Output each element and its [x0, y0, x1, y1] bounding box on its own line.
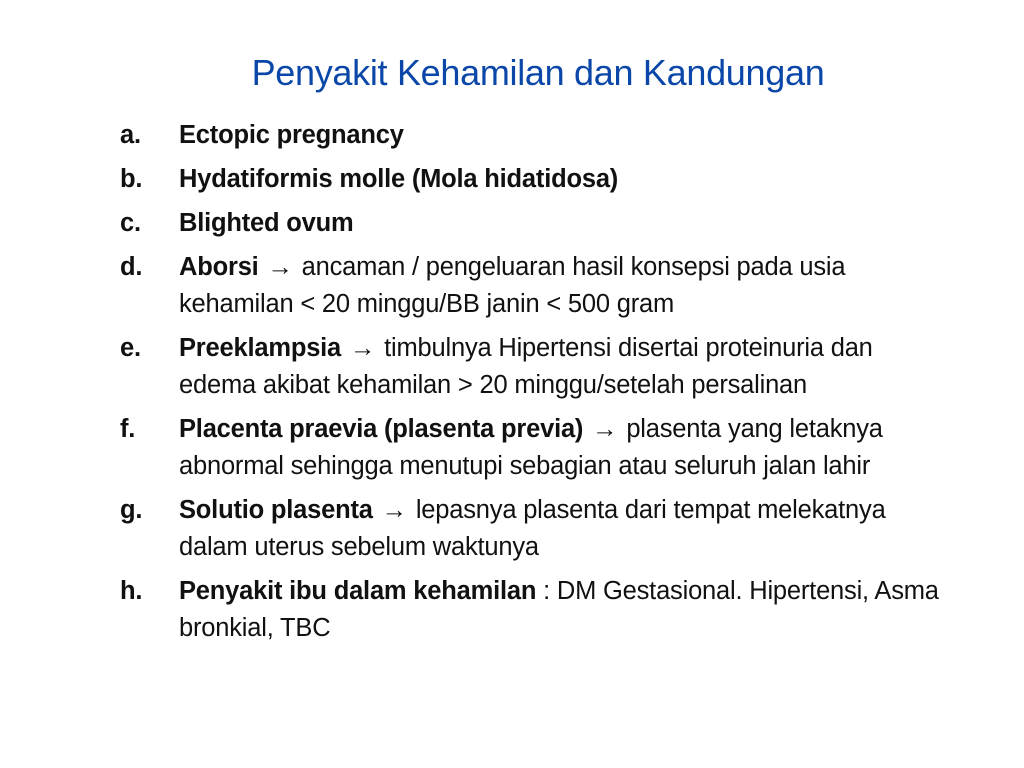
list-item: [120, 249, 940, 323]
list-term: Hydatiformis molle (Mola hidatidosa): [179, 165, 619, 193]
right-arrow-icon: →: [349, 334, 376, 362]
list-term: Solutio plasenta: [179, 496, 373, 524]
list-term: Placenta praevia (plasenta previa): [179, 415, 584, 443]
right-arrow-icon: →: [381, 496, 407, 524]
list-term: Aborsi: [179, 253, 259, 281]
list-marker: b.: [120, 165, 143, 193]
list-item: [120, 117, 940, 154]
right-arrow-icon: →: [267, 253, 293, 281]
list-item: [120, 161, 940, 198]
list-term: Preeklampsia: [179, 334, 342, 362]
list-item: [120, 205, 940, 242]
list-term: Blighted ovum: [179, 209, 354, 237]
list-description: DM Gestasional. Hipertensi, Asma bronkial, TBC: [179, 577, 939, 642]
list-description: plasenta yang letaknya abnormal sehingga menutupi sebagian atau seluruh jalan lahir: [179, 415, 883, 480]
list-term: Penyakit ibu dalam kehamilan: [179, 577, 537, 605]
list-marker: h.: [120, 577, 143, 605]
list-term: Ectopic pregnancy: [179, 121, 404, 149]
list-description: timbulnya Hipertensi disertai proteinuria dan edema akibat kehamilan > 20 minggu/setelah persalinan: [179, 334, 873, 399]
list-description: ancaman / pengeluaran hasil konsepsi pada usia kehamilan < 20 minggu/BB janin < 500 gram: [179, 253, 846, 318]
list-marker: e.: [120, 334, 141, 362]
list-marker: a.: [120, 121, 141, 149]
colon-separator: :: [543, 577, 550, 605]
list-item: [120, 411, 940, 485]
list-marker: g.: [120, 496, 143, 524]
list-marker: c.: [120, 209, 141, 237]
list-item: [120, 573, 940, 647]
list-marker: d.: [120, 253, 143, 281]
disease-list: [120, 117, 940, 654]
slide-title: Penyakit Kehamilan dan Kandungan: [251, 52, 825, 93]
right-arrow-icon: →: [592, 415, 618, 443]
list-description: lepasnya plasenta dari tempat melekatnya dalam uterus sebelum waktunya: [179, 496, 886, 561]
list-item: [120, 330, 940, 404]
list-marker: f.: [120, 415, 136, 443]
list-item: [120, 492, 940, 566]
